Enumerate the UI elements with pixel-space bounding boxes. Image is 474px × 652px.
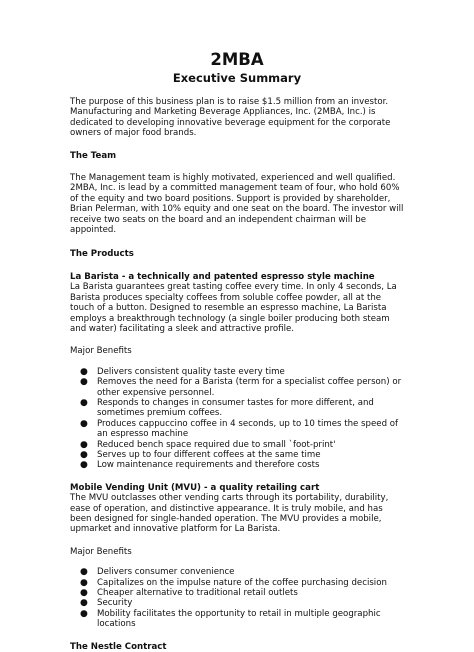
intro-paragraph: The purpose of this business plan is to raise $1.5 million from an investor. Manufacturing and Marketing Beverage Appliances, Inc. (2MBA, Inc.) is dedicated to developing innovative beverage equipment for the corporate owners of major food brands. [70, 97, 391, 139]
barista-heading: La Barista - a technically and patented espresso style machine [70, 271, 375, 282]
list-item-text: Removes the need for a Barista (term for a specialist coffee person) or other expensive personnel. [97, 377, 402, 398]
bullet-icon: ● [80, 449, 88, 460]
list-item-text: Cheaper alternative to traditional retail outlets [97, 588, 298, 599]
list-item-text: Serves up to four different coffees at the same time [97, 449, 321, 460]
bullet-icon: ● [80, 598, 88, 609]
bullet-icon: ● [80, 567, 88, 578]
bullet-icon: ● [80, 577, 88, 588]
mvu-benefits-label: Major Benefits [70, 546, 132, 557]
list-item-text: Mobility facilitates the opportunity to retail in multiple geographic locations [97, 608, 381, 630]
list-item [80, 367, 404, 377]
bullet-icon: ● [80, 418, 88, 429]
list-item [80, 598, 404, 608]
list-item [80, 398, 404, 419]
list-item-text: Delivers consistent quality taste every time [97, 366, 285, 377]
list-item [80, 460, 404, 470]
list-item [80, 609, 404, 630]
team-heading: The Team [70, 150, 117, 161]
nestle-heading: The Nestle Contract [70, 641, 167, 652]
bullet-icon: ● [80, 608, 88, 619]
list-item [80, 588, 404, 598]
bullet-icon: ● [80, 460, 88, 471]
list-item-text: Delivers consumer convenience [97, 567, 235, 578]
document-title: 2MBA [210, 50, 264, 69]
list-item [80, 578, 404, 588]
list-item-text: Reduced bench space required due to small `foot-print' [97, 439, 336, 450]
team-paragraph: The Management team is highly motivated, experienced and well qualified. 2MBA, Inc. is lead by a committed management team of four, who hold 60% of the equity and two board positions. Support is provided by shareholder, Brian Pelerman, with 10% equity and one seat on the board. The investor will receive two seats on the board and an independent chairman will be appointed. [70, 173, 404, 236]
bullet-icon: ● [80, 377, 88, 388]
list-item [80, 440, 404, 450]
bullet-icon: ● [80, 397, 88, 408]
mvu-benefits-list [70, 567, 404, 629]
list-item-text: Capitalizes on the impulse nature of the coffee purchasing decision [97, 577, 387, 588]
barista-paragraph: La Barista guarantees great tasting coffee every time. In only 4 seconds, La Barista produces specialty coffees from soluble coffee powder, all at the touch of a button. Designed to resemble an espresso machine, La Barista employs a breakthrough technology (a single boiler producing both steam and water) facilitating a sleek and attractive profile. [70, 282, 397, 334]
list-item-text: Security [97, 598, 133, 609]
list-item-text: Produces cappuccino coffee in 4 seconds, up to 10 times the speed of an espresso machine [97, 418, 399, 440]
list-item [80, 419, 404, 440]
list-item [80, 567, 404, 577]
barista-benefits-list [70, 367, 404, 471]
bullet-icon: ● [80, 366, 88, 377]
products-heading: The Products [70, 249, 134, 260]
list-item-text: Low maintenance requirements and therefore costs [97, 460, 320, 471]
bullet-icon: ● [80, 439, 88, 450]
list-item [80, 450, 404, 460]
list-item-text: Responds to changes in consumer tastes for more different, and sometimes premium coffees. [97, 397, 374, 419]
document-subtitle: Executive Summary [172, 71, 302, 85]
barista-benefits-label: Major Benefits [70, 346, 132, 357]
list-item [80, 377, 404, 398]
mvu-heading: Mobile Vending Unit (MVU) - a quality retailing cart [70, 482, 320, 493]
bullet-icon: ● [80, 588, 88, 599]
mvu-paragraph: The MVU outclasses other vending carts through its portability, durability, ease of operation, and distinctive appearance. It is truly mobile, and has been designed for single-handed operation. The MVU provides a mobile, upmarket and innovative platform for La Barista. [70, 493, 389, 535]
